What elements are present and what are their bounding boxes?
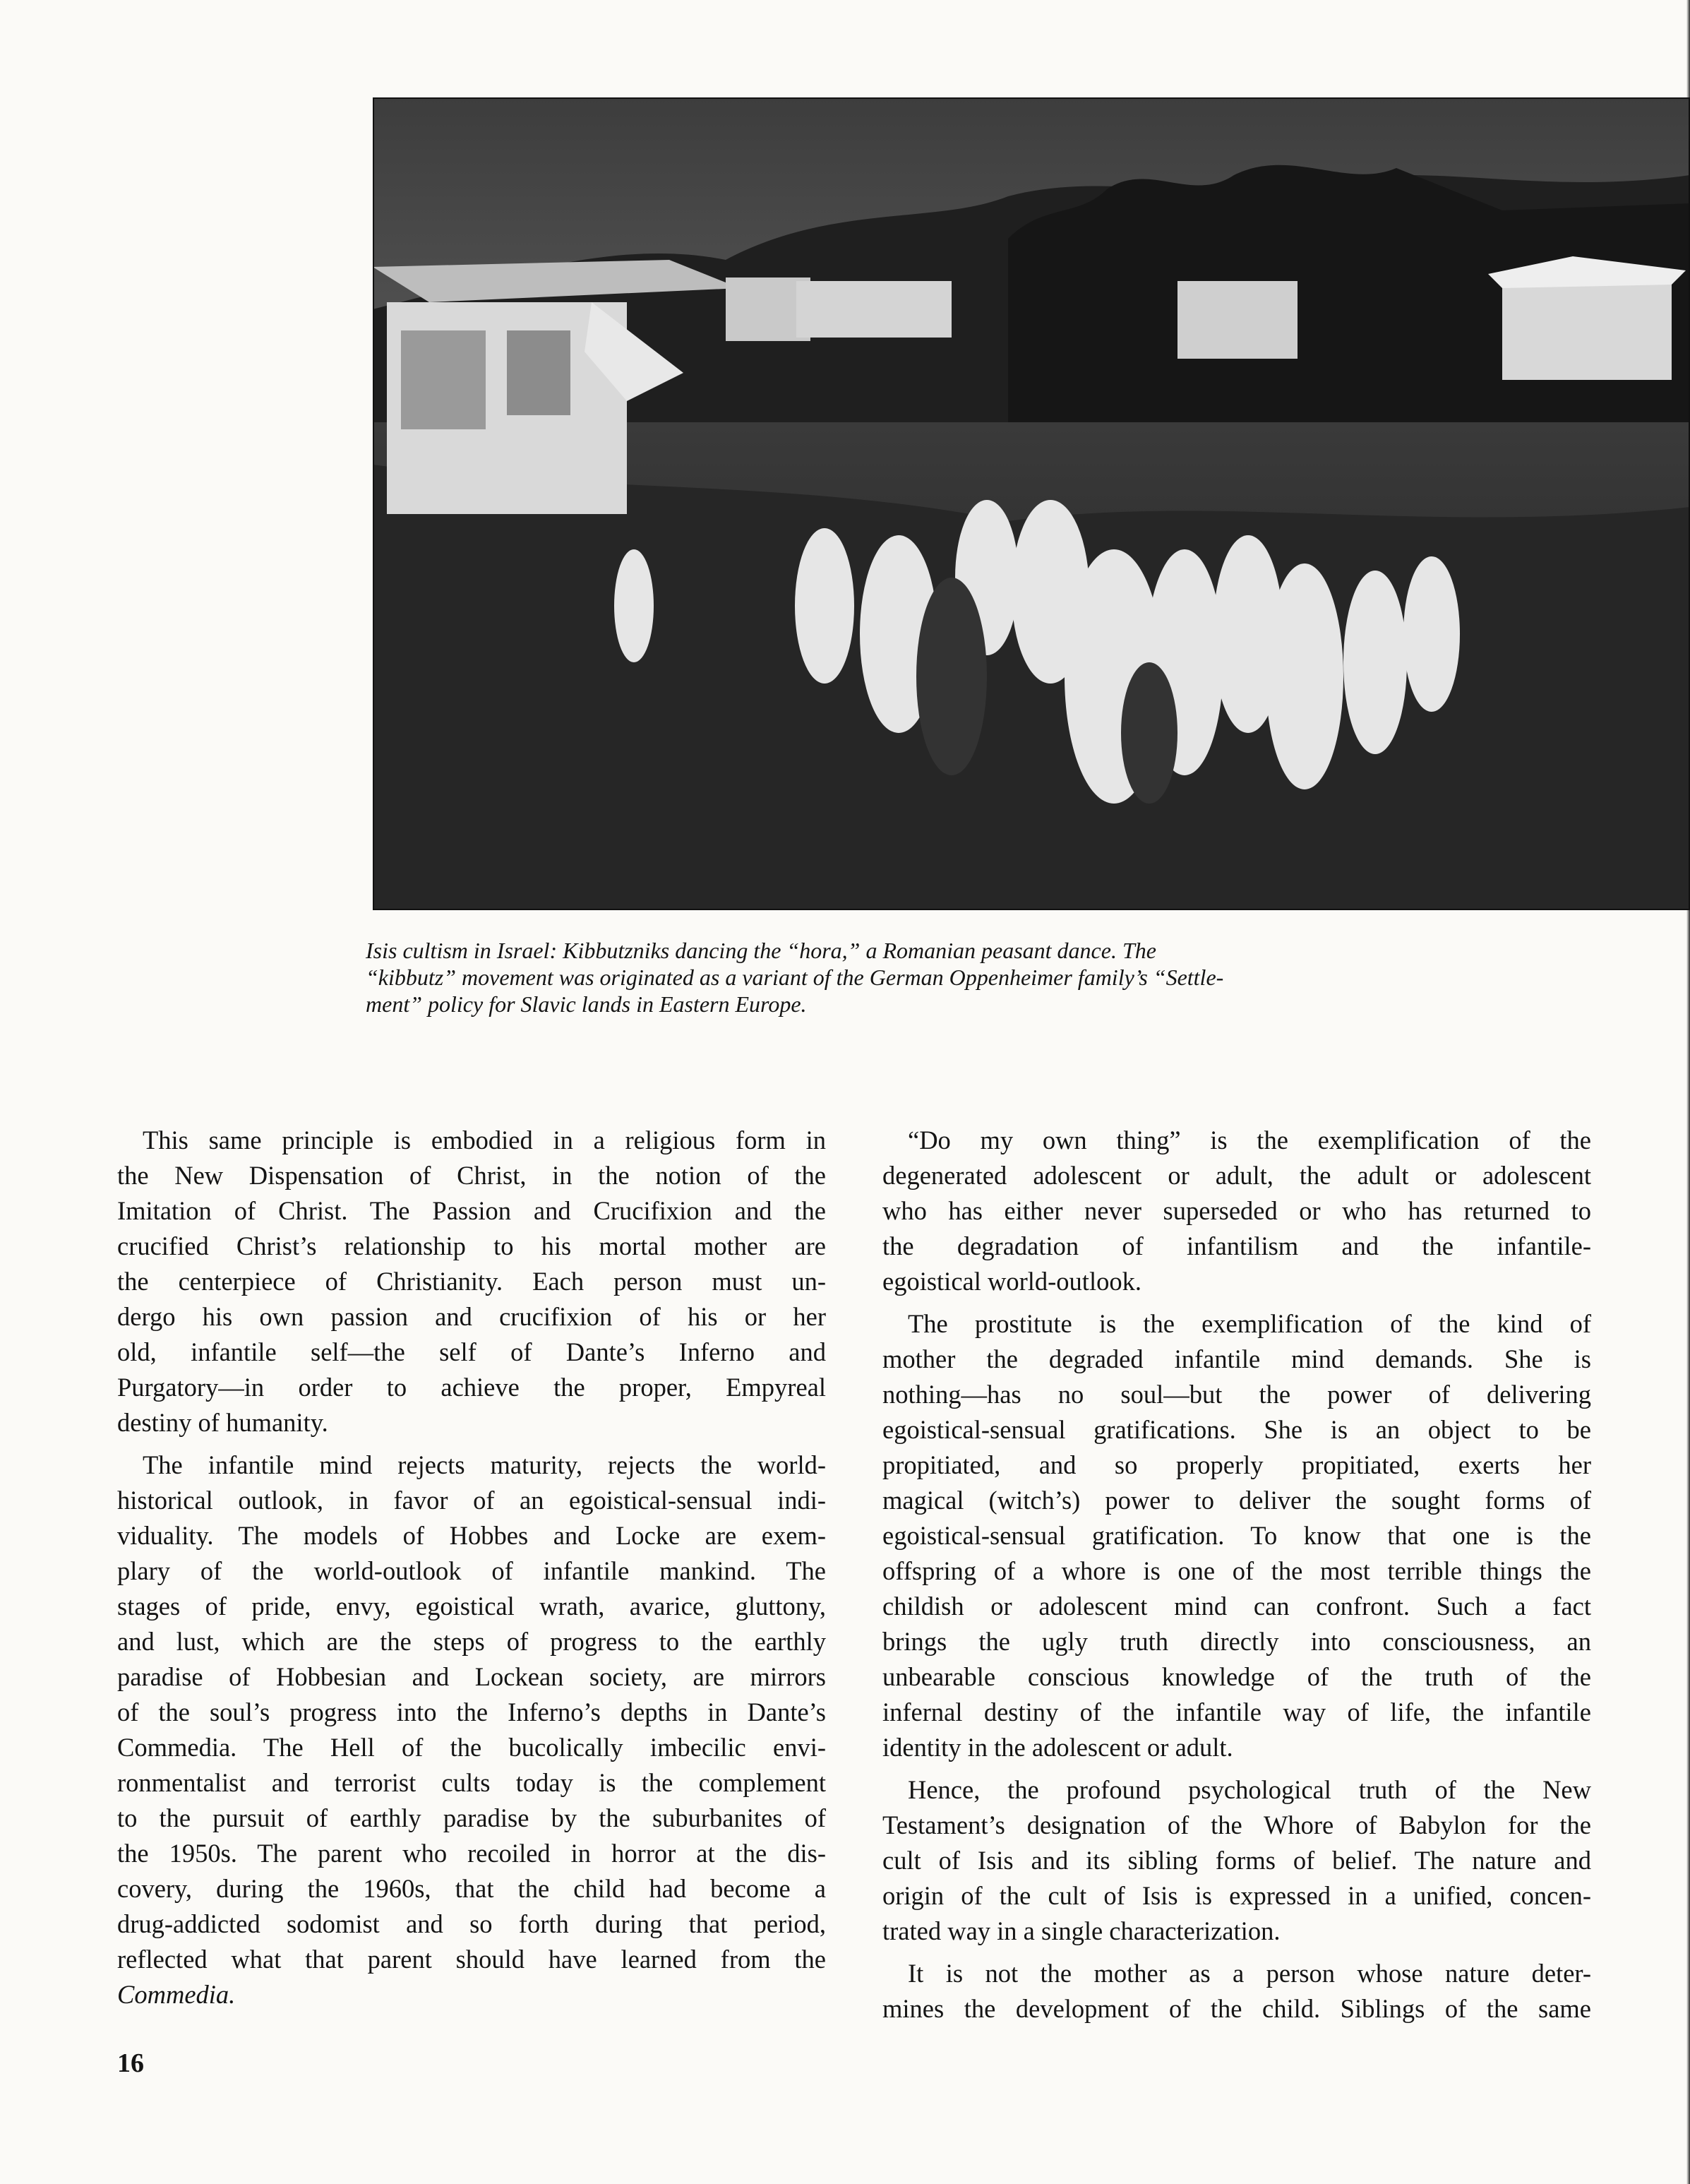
caption-line: ment” policy for Slavic lands in Eastern Europe. bbox=[366, 991, 807, 1017]
page-number: 16 bbox=[117, 2048, 144, 2078]
text-line: The infantile mind rejects maturity, rejects the world- bbox=[143, 1450, 826, 1479]
text-line: egoistical world-outlook. bbox=[882, 1267, 1141, 1296]
text-line: Imitation of Christ. The Passion and Crucifixion and the bbox=[117, 1196, 826, 1225]
text-line: and lust, which are the steps of progress to the earthly bbox=[117, 1627, 826, 1656]
text-line: brings the ugly truth directly into consciousness, an bbox=[882, 1627, 1591, 1656]
text-line: infernal destiny of the infantile way of life, the infantile bbox=[882, 1697, 1591, 1726]
text-line: Commedia. bbox=[117, 1980, 236, 2009]
kibbutz-photo bbox=[373, 97, 1690, 910]
text-line: “Do my own thing” is the exemplification of the bbox=[908, 1126, 1591, 1154]
photo-kibbutz-hora-icon bbox=[373, 97, 1690, 910]
paragraph bbox=[882, 1956, 1591, 2027]
text-line: the New Dispensation of Christ, in the notion of the bbox=[117, 1161, 826, 1190]
text-line: stages of pride, envy, egoistical wrath, avarice, gluttony, bbox=[117, 1592, 826, 1621]
text-line: nothing—has no soul—but the power of delivering bbox=[882, 1380, 1591, 1409]
text-line: to the pursuit of earthly paradise by the suburbanites of bbox=[117, 1803, 826, 1832]
text-line: The prostitute is the exemplification of the kind of bbox=[908, 1309, 1591, 1338]
text-line: drug-addicted sodomist and so forth during that period, bbox=[117, 1909, 826, 1938]
text-line: identity in the adolescent or adult. bbox=[882, 1733, 1233, 1762]
text-line: Testament’s designation of the Whore of Babylon for the bbox=[882, 1810, 1591, 1839]
paragraph bbox=[882, 1123, 1591, 1299]
text-line: the 1950s. The parent who recoiled in horror at the dis- bbox=[117, 1839, 826, 1868]
text-line: origin of the cult of Isis is expressed in a unified, concen- bbox=[882, 1881, 1591, 1910]
paragraph bbox=[117, 1123, 826, 1440]
text-line: destiny of humanity. bbox=[117, 1408, 328, 1437]
text-line: This same principle is embodied in a religious form in bbox=[143, 1126, 826, 1154]
text-line: crucified Christ’s relationship to his mortal mother are bbox=[117, 1231, 826, 1260]
text-line: old, infantile self—the self of Dante’s Inferno and bbox=[117, 1337, 826, 1366]
text-line: ronmentalist and terrorist cults today is the complement bbox=[117, 1768, 826, 1797]
text-line: egoistical-sensual gratification. To know that one is the bbox=[882, 1521, 1591, 1550]
text-line: mother the degraded infantile mind demands. She is bbox=[882, 1344, 1591, 1373]
paragraph bbox=[882, 1306, 1591, 1765]
paragraph bbox=[117, 1448, 826, 2012]
text-line: propitiated, and so properly propitiated, exerts her bbox=[882, 1450, 1591, 1479]
text-line: offspring of a whore is one of the most terrible things the bbox=[882, 1556, 1591, 1585]
caption-line: Isis cultism in Israel: Kibbutzniks dancing the “hora,” a Romanian peasant dance. The bbox=[366, 938, 1156, 963]
text-line: of the soul’s progress into the Inferno’s depths in Dante’s bbox=[117, 1697, 826, 1726]
text-line: egoistical-sensual gratifications. She is an object to be bbox=[882, 1415, 1591, 1444]
text-line: who has either never superseded or who has returned to bbox=[882, 1196, 1591, 1225]
text-line: viduality. The models of Hobbes and Locke are exem- bbox=[117, 1521, 826, 1550]
text-line: covery, during the 1960s, that the child had become a bbox=[117, 1874, 826, 1903]
text-line: It is not the mother as a person whose nature deter- bbox=[908, 1959, 1591, 1988]
text-line: Commedia. The Hell of the bucolically imbecilic envi- bbox=[117, 1733, 826, 1762]
paragraph bbox=[882, 1772, 1591, 1949]
text-line: historical outlook, in favor of an egoistical-sensual indi- bbox=[117, 1486, 826, 1515]
text-line: Hence, the profound psychological truth of the New bbox=[908, 1775, 1591, 1804]
text-line: paradise of Hobbesian and Lockean society, are mirrors bbox=[117, 1662, 826, 1691]
text-line: cult of Isis and its sibling forms of belief. The nature and bbox=[882, 1846, 1591, 1875]
text-line: reflected what that parent should have learned from the bbox=[117, 1945, 826, 1974]
text-line: unbearable conscious knowledge of the truth of the bbox=[882, 1662, 1591, 1691]
text-line: the degradation of infantilism and the infantile- bbox=[882, 1231, 1591, 1260]
text-line: mines the development of the child. Siblings of the same bbox=[882, 1994, 1591, 2023]
text-line: trated way in a single characterization. bbox=[882, 1916, 1281, 1945]
text-line: dergo his own passion and crucifixion of his or her bbox=[117, 1302, 826, 1331]
text-line: plary of the world-outlook of infantile mankind. The bbox=[117, 1556, 826, 1585]
text-line: magical (witch’s) power to deliver the sought forms of bbox=[882, 1486, 1591, 1515]
left-column bbox=[117, 1123, 826, 2012]
photo-caption bbox=[366, 937, 1425, 1018]
text-line: the centerpiece of Christianity. Each person must un- bbox=[117, 1267, 826, 1296]
caption-line: “kibbutz” movement was originated as a variant of the German Oppenheimer family’s “Settle- bbox=[366, 965, 1224, 990]
text-line: Purgatory—in order to achieve the proper, Empyreal bbox=[117, 1373, 826, 1402]
right-column bbox=[882, 1123, 1591, 2027]
text-line: degenerated adolescent or adult, the adult or adolescent bbox=[882, 1161, 1591, 1190]
text-line: childish or adolescent mind can confront. Such a fact bbox=[882, 1592, 1591, 1621]
